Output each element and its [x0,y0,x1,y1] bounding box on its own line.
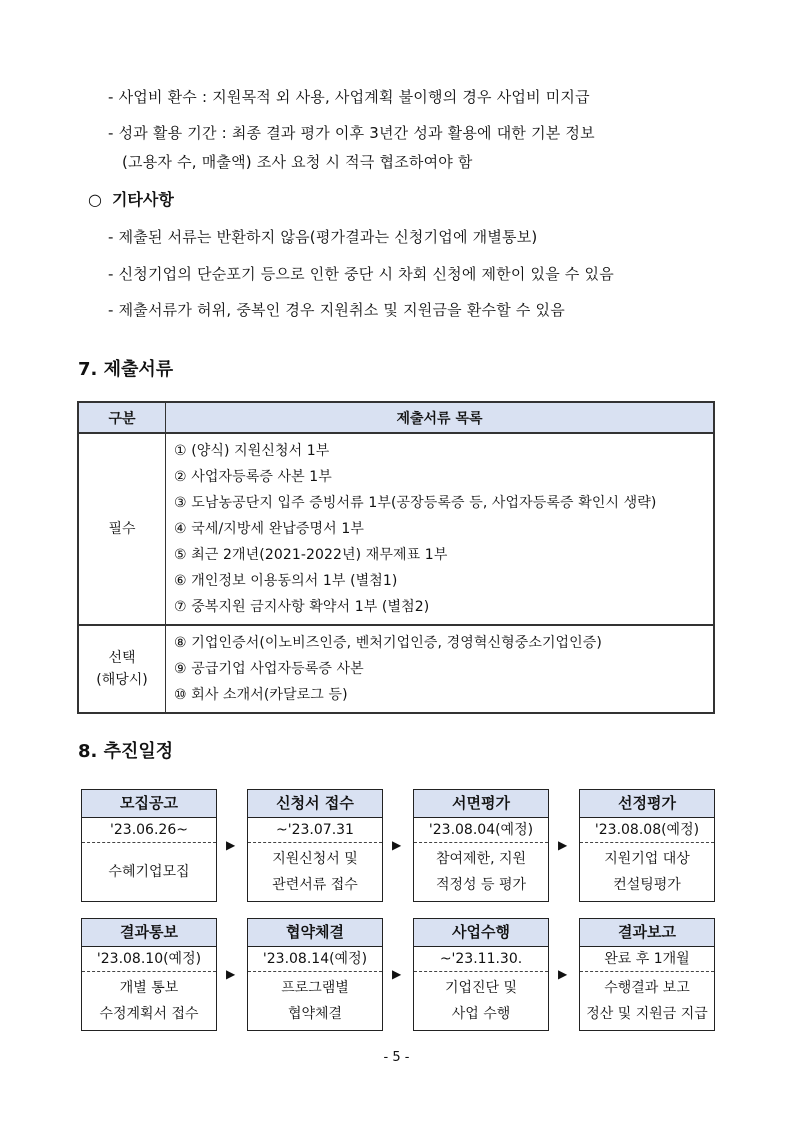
optional-label-line1: 선택 [108,650,136,666]
step-date: '23.06.26~ [82,818,216,843]
step-body-line: 개별 통보 [119,980,179,996]
etc-item-3: - 제출서류가 허위, 중복인 경우 지원취소 및 지원금을 환수할 수 있음 [108,301,565,319]
arrow-right-icon: ▶ [226,967,236,981]
page-number: - 5 - [383,1050,410,1065]
etc-item-1: - 제출된 서류는 반환하지 않음(평가결과는 신청기업에 개별통보) [108,228,538,246]
col-list: 제출서류 목록 [166,402,715,433]
step-date: ~'23.11.30. [414,947,548,972]
step-body-line: 컨설팅평가 [613,877,681,893]
list-item: ⑨ 공급기업 사업자등록증 사본 [174,661,364,677]
step-date: 완료 후 1개월 [580,947,714,972]
section8-title: 8. 추진일정 [78,741,174,762]
arrow-right-icon: ▶ [392,838,402,852]
list-item: ② 사업자등록증 사본 1부 [174,469,332,485]
step-body-line: 정산 및 지원금 지급 [586,1006,708,1022]
schedule-step-5 [81,918,217,1031]
etc-heading [88,187,174,210]
schedule-step-2 [247,789,383,902]
step-date: ~'23.07.31 [248,818,382,843]
optional-label [78,625,166,713]
step-date: '23.08.14(예정) [248,947,382,972]
list-item: ① (양식) 지원신청서 1부 [174,443,330,459]
step-body [414,843,548,901]
step-body [82,972,216,1030]
table-row-required [78,433,714,625]
step-head: 협약체결 [248,919,382,947]
step-body-line: 사업 수행 [451,1006,511,1022]
step-head: 모집공고 [82,790,216,818]
step-body-line: 관련서류 접수 [272,877,358,893]
list-item: ⑩ 회사 소개서(카달로그 등) [174,687,348,703]
section7-title: 7. 제출서류 [78,359,174,380]
etc-item-2: - 신청기업의 단순포기 등으로 인한 중단 시 차회 신청에 제한이 있을 수 있음 [108,265,614,283]
step-head: 신청서 접수 [248,790,382,818]
schedule-step-4 [579,789,715,902]
top-item-1: - 사업비 환수 : 지원목적 외 사용, 사업계획 불이행의 경우 사업비 미지급 [108,88,590,106]
optional-label-line2: (해당시) [96,672,148,688]
step-body [580,972,714,1030]
step-body-line: 적정성 등 평가 [435,877,527,893]
step-body-line: 수행결과 보고 [604,980,690,996]
step-body [580,843,714,901]
list-item: ⑧ 기업인증서(이노비즈인증, 벤처기업인증, 경영혁신형중소기업인증) [174,635,602,651]
schedule-step-8 [579,918,715,1031]
schedule-step-6 [247,918,383,1031]
step-body-line: 수정계획서 접수 [99,1006,199,1022]
top-item-2: - 성과 활용 기간 : 최종 결과 평가 이후 3년간 성과 활용에 대한 기본 정보 [108,124,595,142]
step-body-line: 기업진단 및 [444,980,518,996]
step-date: '23.08.08(예정) [580,818,714,843]
schedule-step-7 [413,918,549,1031]
step-body-line: 프로그램별 [281,980,349,996]
step-head: 서면평가 [414,790,548,818]
required-items [166,433,715,625]
step-body-line: 수혜기업모집 [108,864,190,880]
step-body-line: 지원신청서 및 [272,851,358,867]
step-body-line: 참여제한, 지원 [435,851,527,867]
step-body [248,843,382,901]
list-item: ⑥ 개인정보 이용동의서 1부 (별첨1) [174,573,398,589]
circle-bullet-icon: ○ [88,190,102,209]
step-body [248,972,382,1030]
arrow-right-icon: ▶ [392,967,402,981]
step-body-line: 지원기업 대상 [604,851,690,867]
top-item-2-cont: (고용자 수, 매출액) 조사 요청 시 적극 협조하여야 함 [122,153,473,171]
step-body [414,972,548,1030]
arrow-right-icon: ▶ [558,967,568,981]
list-item: ⑦ 중복지원 금지사항 확약서 1부 (별첨2) [174,599,430,615]
required-label: 필수 [78,433,166,625]
list-item: ③ 도남농공단지 입주 증빙서류 1부(공장등록증 등, 사업자등록증 확인시 생략) [174,495,657,511]
schedule-step-3 [413,789,549,902]
list-item: ⑤ 최근 2개년(2021-2022년) 재무제표 1부 [174,547,448,563]
col-category: 구분 [78,402,166,433]
step-body-line: 협약체결 [287,1006,343,1022]
table-row-optional [78,625,714,713]
list-item: ④ 국세/지방세 완납증명서 1부 [174,521,364,537]
step-body [82,843,216,901]
step-date: '23.08.10(예정) [82,947,216,972]
arrow-right-icon: ▶ [558,838,568,852]
step-head: 결과통보 [82,919,216,947]
step-head: 선정평가 [580,790,714,818]
step-head: 결과보고 [580,919,714,947]
step-head: 사업수행 [414,919,548,947]
schedule-step-1 [81,789,217,902]
documents-table [77,401,715,714]
etc-title: 기타사항 [111,190,174,209]
table-header-row [78,402,714,433]
optional-items [166,625,715,713]
step-date: '23.08.04(예정) [414,818,548,843]
arrow-right-icon: ▶ [226,838,236,852]
